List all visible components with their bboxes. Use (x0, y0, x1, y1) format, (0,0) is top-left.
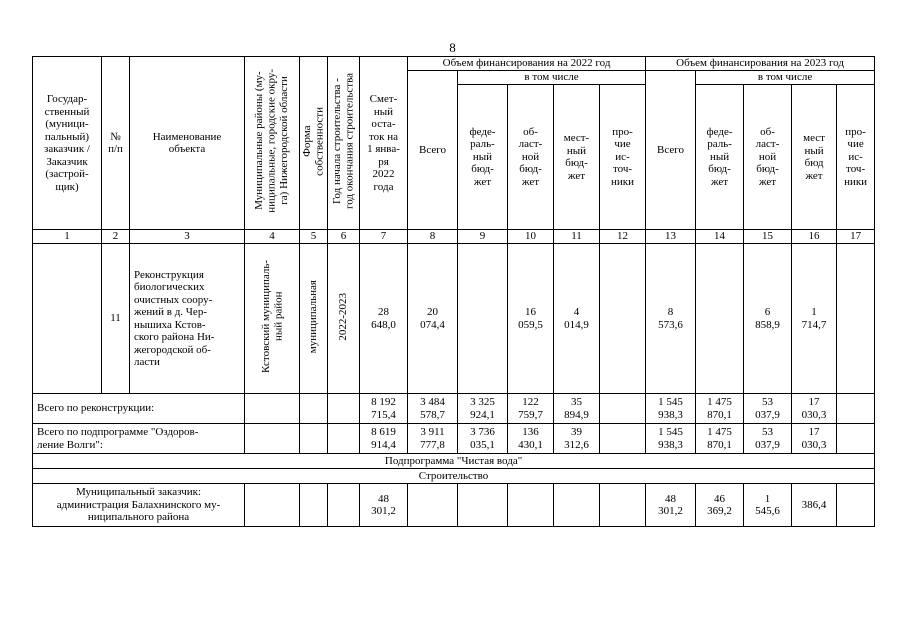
header-fin-2023: Объем финансирования на 2023 год (646, 57, 875, 71)
cell-ownership (300, 244, 328, 394)
cell-years-text: 2022-2023 (337, 292, 350, 341)
cell-regional-2023: 1 545,6 (744, 484, 792, 527)
cell-local-2023: 1 714,7 (792, 244, 837, 394)
col-number: 9 (458, 230, 508, 244)
cell-estimate: 28 648,0 (360, 244, 408, 394)
header-customer: Государ- ственный (муници- пальный) заказчик / Заказчик (застрой- щик) (33, 57, 102, 230)
col-number: 8 (408, 230, 458, 244)
cell-total-2023: 48 301,2 (646, 484, 696, 527)
col-number: 1 (33, 230, 102, 244)
header-ownership-text: Форма собственности (301, 106, 326, 176)
empty-cell (600, 484, 646, 527)
empty-cell (554, 484, 600, 527)
cell-municipal (245, 244, 300, 394)
cell-total-2023: 1 545 938,3 (646, 394, 696, 424)
cell-total-2022: 3 911 777,8 (408, 424, 458, 454)
section-title: Строительство (33, 469, 875, 484)
cell-regional-2022: 122 759,7 (508, 394, 554, 424)
header-other-2023: про- чие ис- точ- ники (837, 85, 875, 230)
cell-other-2023 (837, 244, 875, 394)
header-object-name: Наименование объекта (130, 57, 245, 230)
cell-federal-2022 (458, 244, 508, 394)
table-row-object (33, 244, 875, 394)
table-row-subprogram-total (33, 424, 875, 454)
empty-cell (300, 484, 328, 527)
empty-cell (408, 484, 458, 527)
header-years-text: Год начала строительства - год окончания строительства (331, 73, 356, 210)
header-fin-2022: Объем финансирования на 2022 год (408, 57, 646, 71)
cell-federal-2023: 1 475 870,1 (696, 394, 744, 424)
cell-federal-2023: 1 475 870,1 (696, 424, 744, 454)
cell-federal-2023: 46 369,2 (696, 484, 744, 527)
cell-estimate: 48 301,2 (360, 484, 408, 527)
header-regional-2022: об- ласт- ной бюд- жет (508, 85, 554, 230)
table-row-municipal-customer (33, 484, 875, 527)
empty-cell (328, 424, 360, 454)
col-number: 5 (300, 230, 328, 244)
subprogram-title: Подпрограмма "Чистая вода" (33, 454, 875, 469)
header-local-2022: мест- ный бюд- жет (554, 85, 600, 230)
cell-local-2023: 386,4 (792, 484, 837, 527)
municipal-customer-label: Муниципальный заказчик: администрация Балахнинского му- ниципального района (33, 484, 245, 527)
col-number: 4 (245, 230, 300, 244)
cell-num: 11 (102, 244, 130, 394)
reconstruction-total-label: Всего по реконструкции: (33, 394, 245, 424)
cell-total-2023: 8 573,6 (646, 244, 696, 394)
cell-estimate: 8 619 914,4 (360, 424, 408, 454)
empty-cell (508, 484, 554, 527)
empty-cell (300, 424, 328, 454)
cell-regional-2022: 136 430,1 (508, 424, 554, 454)
cell-total-2023: 1 545 938,3 (646, 424, 696, 454)
cell-local-2022: 4 014,9 (554, 244, 600, 394)
page-number: 8 (449, 40, 456, 55)
empty-cell (837, 424, 875, 454)
cell-local-2022: 35 894,9 (554, 394, 600, 424)
empty-cell (245, 394, 300, 424)
header-other-2022: про- чие ис- точ- ники (600, 85, 646, 230)
empty-cell (328, 484, 360, 527)
empty-cell (458, 484, 508, 527)
financing-table (32, 56, 875, 527)
col-number: 17 (837, 230, 875, 244)
cell-years (328, 244, 360, 394)
header-estimate: Смет- ный оста- ток на 1 янва- ря 2022 года (360, 57, 408, 230)
header-years (328, 57, 360, 230)
cell-object-name: Реконструкция биологических очистных соору- жений в д. Чер- нышиха Кстов- ского района Ни- жегородской об- ласти (130, 244, 245, 394)
empty-cell (600, 424, 646, 454)
empty-cell (245, 424, 300, 454)
cell-local-2023: 17 030,3 (792, 424, 837, 454)
col-number: 6 (328, 230, 360, 244)
cell-other-2022 (600, 244, 646, 394)
col-number: 15 (744, 230, 792, 244)
col-number: 12 (600, 230, 646, 244)
column-number-row (33, 230, 875, 244)
empty-cell (600, 394, 646, 424)
col-number: 3 (130, 230, 245, 244)
cell-regional-2023: 6 858,9 (744, 244, 792, 394)
header-regional-2023: об- ласт- ной бюд- жет (744, 85, 792, 230)
col-number: 2 (102, 230, 130, 244)
table-row-subprogram-title (33, 454, 875, 469)
col-number: 16 (792, 230, 837, 244)
col-number: 13 (646, 230, 696, 244)
header-local-2023: мест ный бюд жет (792, 85, 837, 230)
cell-regional-2022: 16 059,5 (508, 244, 554, 394)
cell-ownership-text: муниципальная (307, 280, 320, 354)
cell-federal-2022: 3 736 035,1 (458, 424, 508, 454)
cell-local-2022: 39 312,6 (554, 424, 600, 454)
header-federal-2023: феде- раль- ный бюд- жет (696, 85, 744, 230)
cell-customer (33, 244, 102, 394)
empty-cell (328, 394, 360, 424)
col-number: 7 (360, 230, 408, 244)
empty-cell (245, 484, 300, 527)
col-number: 11 (554, 230, 600, 244)
header-federal-2022: феде- раль- ный бюд- жет (458, 85, 508, 230)
header-incl-2022: в том числе (458, 71, 646, 85)
header-municipal (245, 57, 300, 230)
cell-total-2022: 20 074,4 (408, 244, 458, 394)
cell-regional-2023: 53 037,9 (744, 394, 792, 424)
empty-cell (837, 484, 875, 527)
header-total-2023: Всего (646, 71, 696, 230)
cell-total-2022: 3 484 578,7 (408, 394, 458, 424)
header-municipal-text: Муниципальные районы (му- ниципальные, городские окру- га) Нижегородской области (253, 69, 291, 214)
cell-municipal-text: Кстовский муниципаль- ный район (259, 260, 284, 374)
col-number: 14 (696, 230, 744, 244)
subprogram-total-label: Всего по подпрограмме "Оздоров- ление Волги": (33, 424, 245, 454)
cell-local-2023: 17 030,3 (792, 394, 837, 424)
cell-regional-2023: 53 037,9 (744, 424, 792, 454)
table-row-reconstruction-total (33, 394, 875, 424)
col-number: 10 (508, 230, 554, 244)
header-incl-2023: в том числе (696, 71, 875, 85)
header-ownership (300, 57, 328, 230)
header-total-2022: Всего (408, 71, 458, 230)
cell-federal-2022: 3 325 924,1 (458, 394, 508, 424)
header-num: № п/п (102, 57, 130, 230)
empty-cell (300, 394, 328, 424)
cell-estimate: 8 192 715,4 (360, 394, 408, 424)
empty-cell (837, 394, 875, 424)
table-row-section-title (33, 469, 875, 484)
cell-federal-2023 (696, 244, 744, 394)
